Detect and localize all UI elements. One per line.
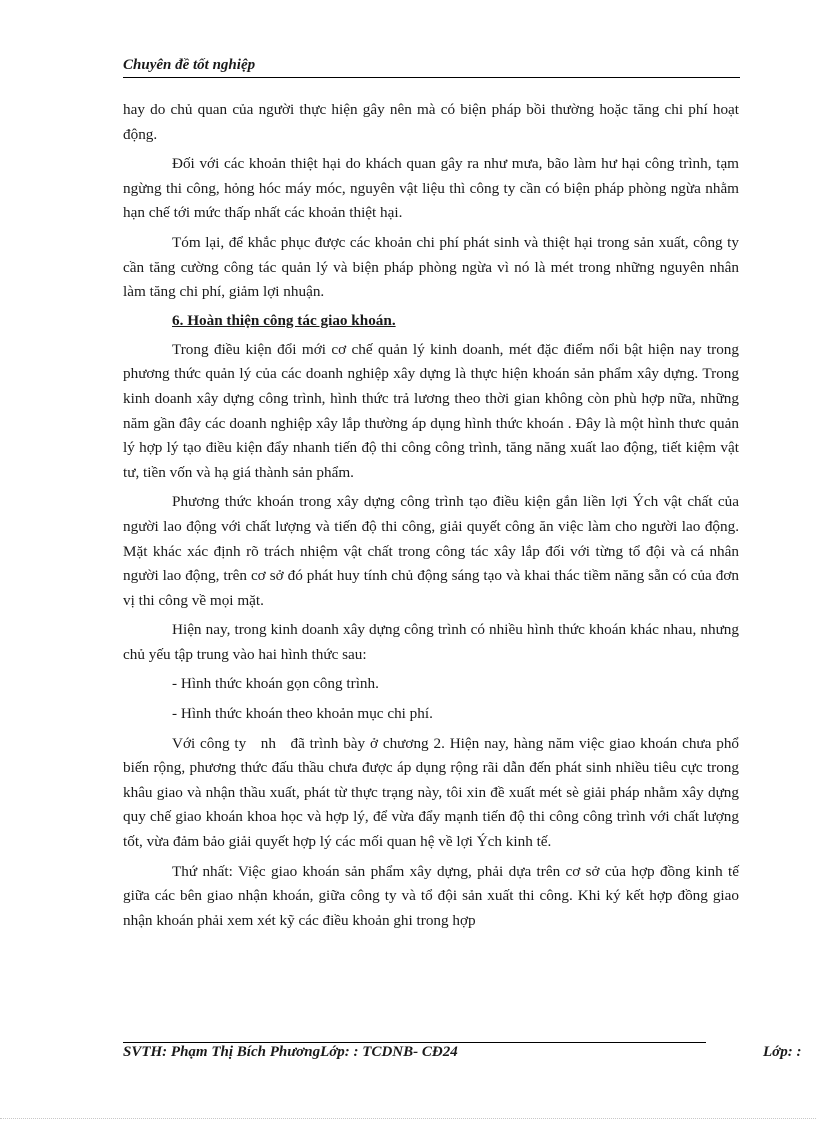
paragraph-7 [123, 732, 739, 855]
paragraph-3: Tóm lại, để khắc phục được các khoản chi phí phát sinh và thiệt hại trong sản xuất, công ty cần tăng cường công tác quản lý và biện pháp phòng ngừa vì nó là mét trong những nguyên nhân làm tăng chi phí, giảm lợi nhuận. [123, 233, 739, 301]
paragraph-2: Đối với các khoản thiệt hại do khách quan gây ra như mưa, bão làm hư hại công trình, tạm ngừng thi công, hỏng hóc máy móc, nguyên vật liệu thì công ty cần có biện pháp phòng ngừa nhằm hạn chế tới mức thấp nhất các khoản thiệt hại. [123, 155, 739, 222]
paragraph-6: Hiện nay, trong kinh doanh xây dựng công trình có nhiều hình thức khoán khác nhau, nhưng chủ yếu tập trung vào hai hình thức sau: [123, 621, 739, 663]
paragraph-1: hay do chủ quan của người thực hiện gây nên mà có biện pháp bồi thường hoặc tăng chi phí hoạt động. [123, 101, 739, 143]
page-edge-divider [0, 1118, 816, 1119]
paragraph-7-rest: đã trình bày ở chương 2. Hiện nay, hàng năm việc giao khoán chưa phổ biến rộng, phương thức đấu thầu chưa được áp dụng rộng rãi dẫn đến phát sinh nhiều tiêu cực trong khâu giao và nhận thầu xuất, phát từ thực trạng này, tôi xin đề xuất mét sè giải pháp nhằm xây dựng quy chế giao khoán khoa học và hợp lý, để vừa đẩy mạnh tiến độ thi công công trình với chất lượng tốt, vừa đảm bảo giải quyết hợp lý các mối quan hệ về lợi Ých kinh tế. [123, 734, 740, 851]
footer-rule [123, 1042, 706, 1043]
list-item-1: - Hình thức khoán gọn công trình. [172, 675, 379, 693]
paragraph-5: Phương thức khoán trong xây dựng công trình tạo điều kiện gắn liền lợi Ých vật chất của người lao động với chất lượng và tiến độ thi công, giải quyết công ăn việc làm cho người lao động. Mặt khác xác định rõ trách nhiệm vật chất trong công tác xây lắp đối với từng tổ đội và cá nhân người lao động, trên cơ sở đó phát huy tính chủ động sáng tạo và khai thác tiềm năng sẵn có của đơn vị thi công về mọi mặt. [123, 493, 739, 609]
section-heading: 6. Hoàn thiện công tác giao khoán. [172, 311, 396, 329]
page-footer [123, 1044, 813, 1068]
document-body [123, 98, 739, 938]
paragraph-4: Trong điều kiện đổi mới cơ chế quản lý kinh doanh, mét đặc điểm nổi bật hiện nay trong phương thức quản lý của các doanh nghiệp xây dựng là thực hiện khoán sản phẩm xây dựng. Trong kinh doanh xây dựng công trình, hình thức trả lương theo thời gian không còn phù hợp nữa, những năm gần đây các doanh nghiệp xây lắp thường áp dụng hình thức khoán . Đây là một hình thưc quản lý hợp lý tạo điều kiện đẩy nhanh tiến độ thi công công trình, tăng năng xuất lao động, tiết kiệm vật tư, tiền vốn và hạ giá thành sản phẩm. [123, 340, 739, 481]
header-rule [123, 77, 740, 78]
paragraph-7-fragment: nh [260, 734, 276, 752]
list-item-2: - Hình thức khoán theo khoản mục chi phí. [172, 705, 433, 723]
footer-student-info: SVTH: Phạm Thị Bích PhươngLớp: : TCDNB- CĐ24 [123, 1044, 458, 1060]
paragraph-7-start: Với công ty [172, 734, 247, 752]
page-header-title: Chuyên đề tốt nghiệp [123, 57, 256, 73]
footer-class-label: Lớp: : [763, 1044, 802, 1060]
paragraph-8: Thứ nhất: Việc giao khoán sản phẩm xây dựng, phải dựa trên cơ sở của hợp đồng kinh tế giữa các bên giao nhận khoán, giữa công ty và tổ đội sản xuất thi công. Khi ký kết hợp đồng giao nhận khoán phải xem xét kỹ các điều khoản ghi trong hợp [123, 862, 739, 929]
